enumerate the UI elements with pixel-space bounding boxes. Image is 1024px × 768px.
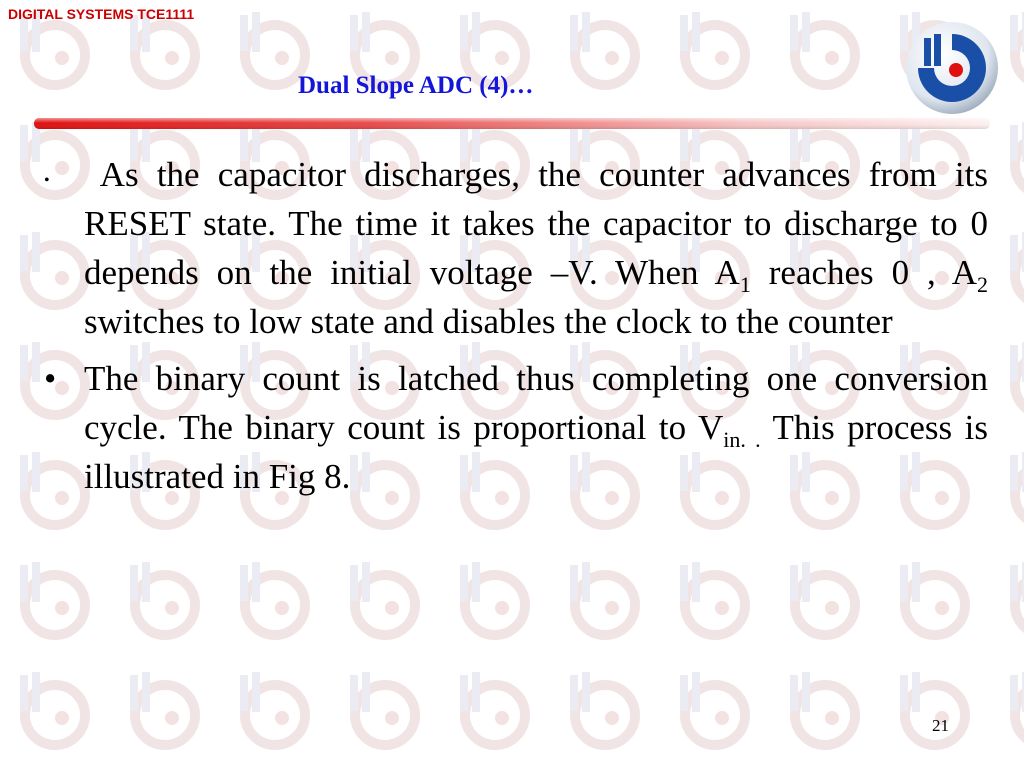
- subscript: in. .: [723, 427, 761, 452]
- bullet-text: The binary count is latched thus completing one conversion cycle. The binary count is proportional to V: [84, 359, 988, 447]
- title-underline: [34, 118, 990, 129]
- slide-title: Dual Slope ADC (4)…: [298, 72, 534, 99]
- course-label: DIGITAL SYSTEMS TCE1111: [8, 6, 195, 22]
- bullet-marker: •: [44, 172, 50, 189]
- bullet-text: As the capacitor discharges, the counter advances from its RESET state. The time it takes the capacitor to discharge to 0 depends on the initial voltage –V. When A: [84, 155, 988, 292]
- bullet-item-capacitor: [40, 150, 988, 346]
- bullet-marker: •: [44, 359, 57, 398]
- subscript: 1: [739, 272, 751, 297]
- bullet-item-binary-count: [40, 354, 988, 501]
- bullet-text: switches to low state and disables the clock to the counter: [84, 302, 893, 341]
- bullet-text: This process is illustrated in Fig 8.: [84, 408, 988, 496]
- university-logo-icon: [904, 20, 1000, 116]
- subscript: 2: [977, 272, 989, 297]
- page-number: 21: [932, 716, 949, 735]
- bullet-text: reaches 0 , A: [768, 253, 978, 292]
- slide-body: [40, 150, 988, 509]
